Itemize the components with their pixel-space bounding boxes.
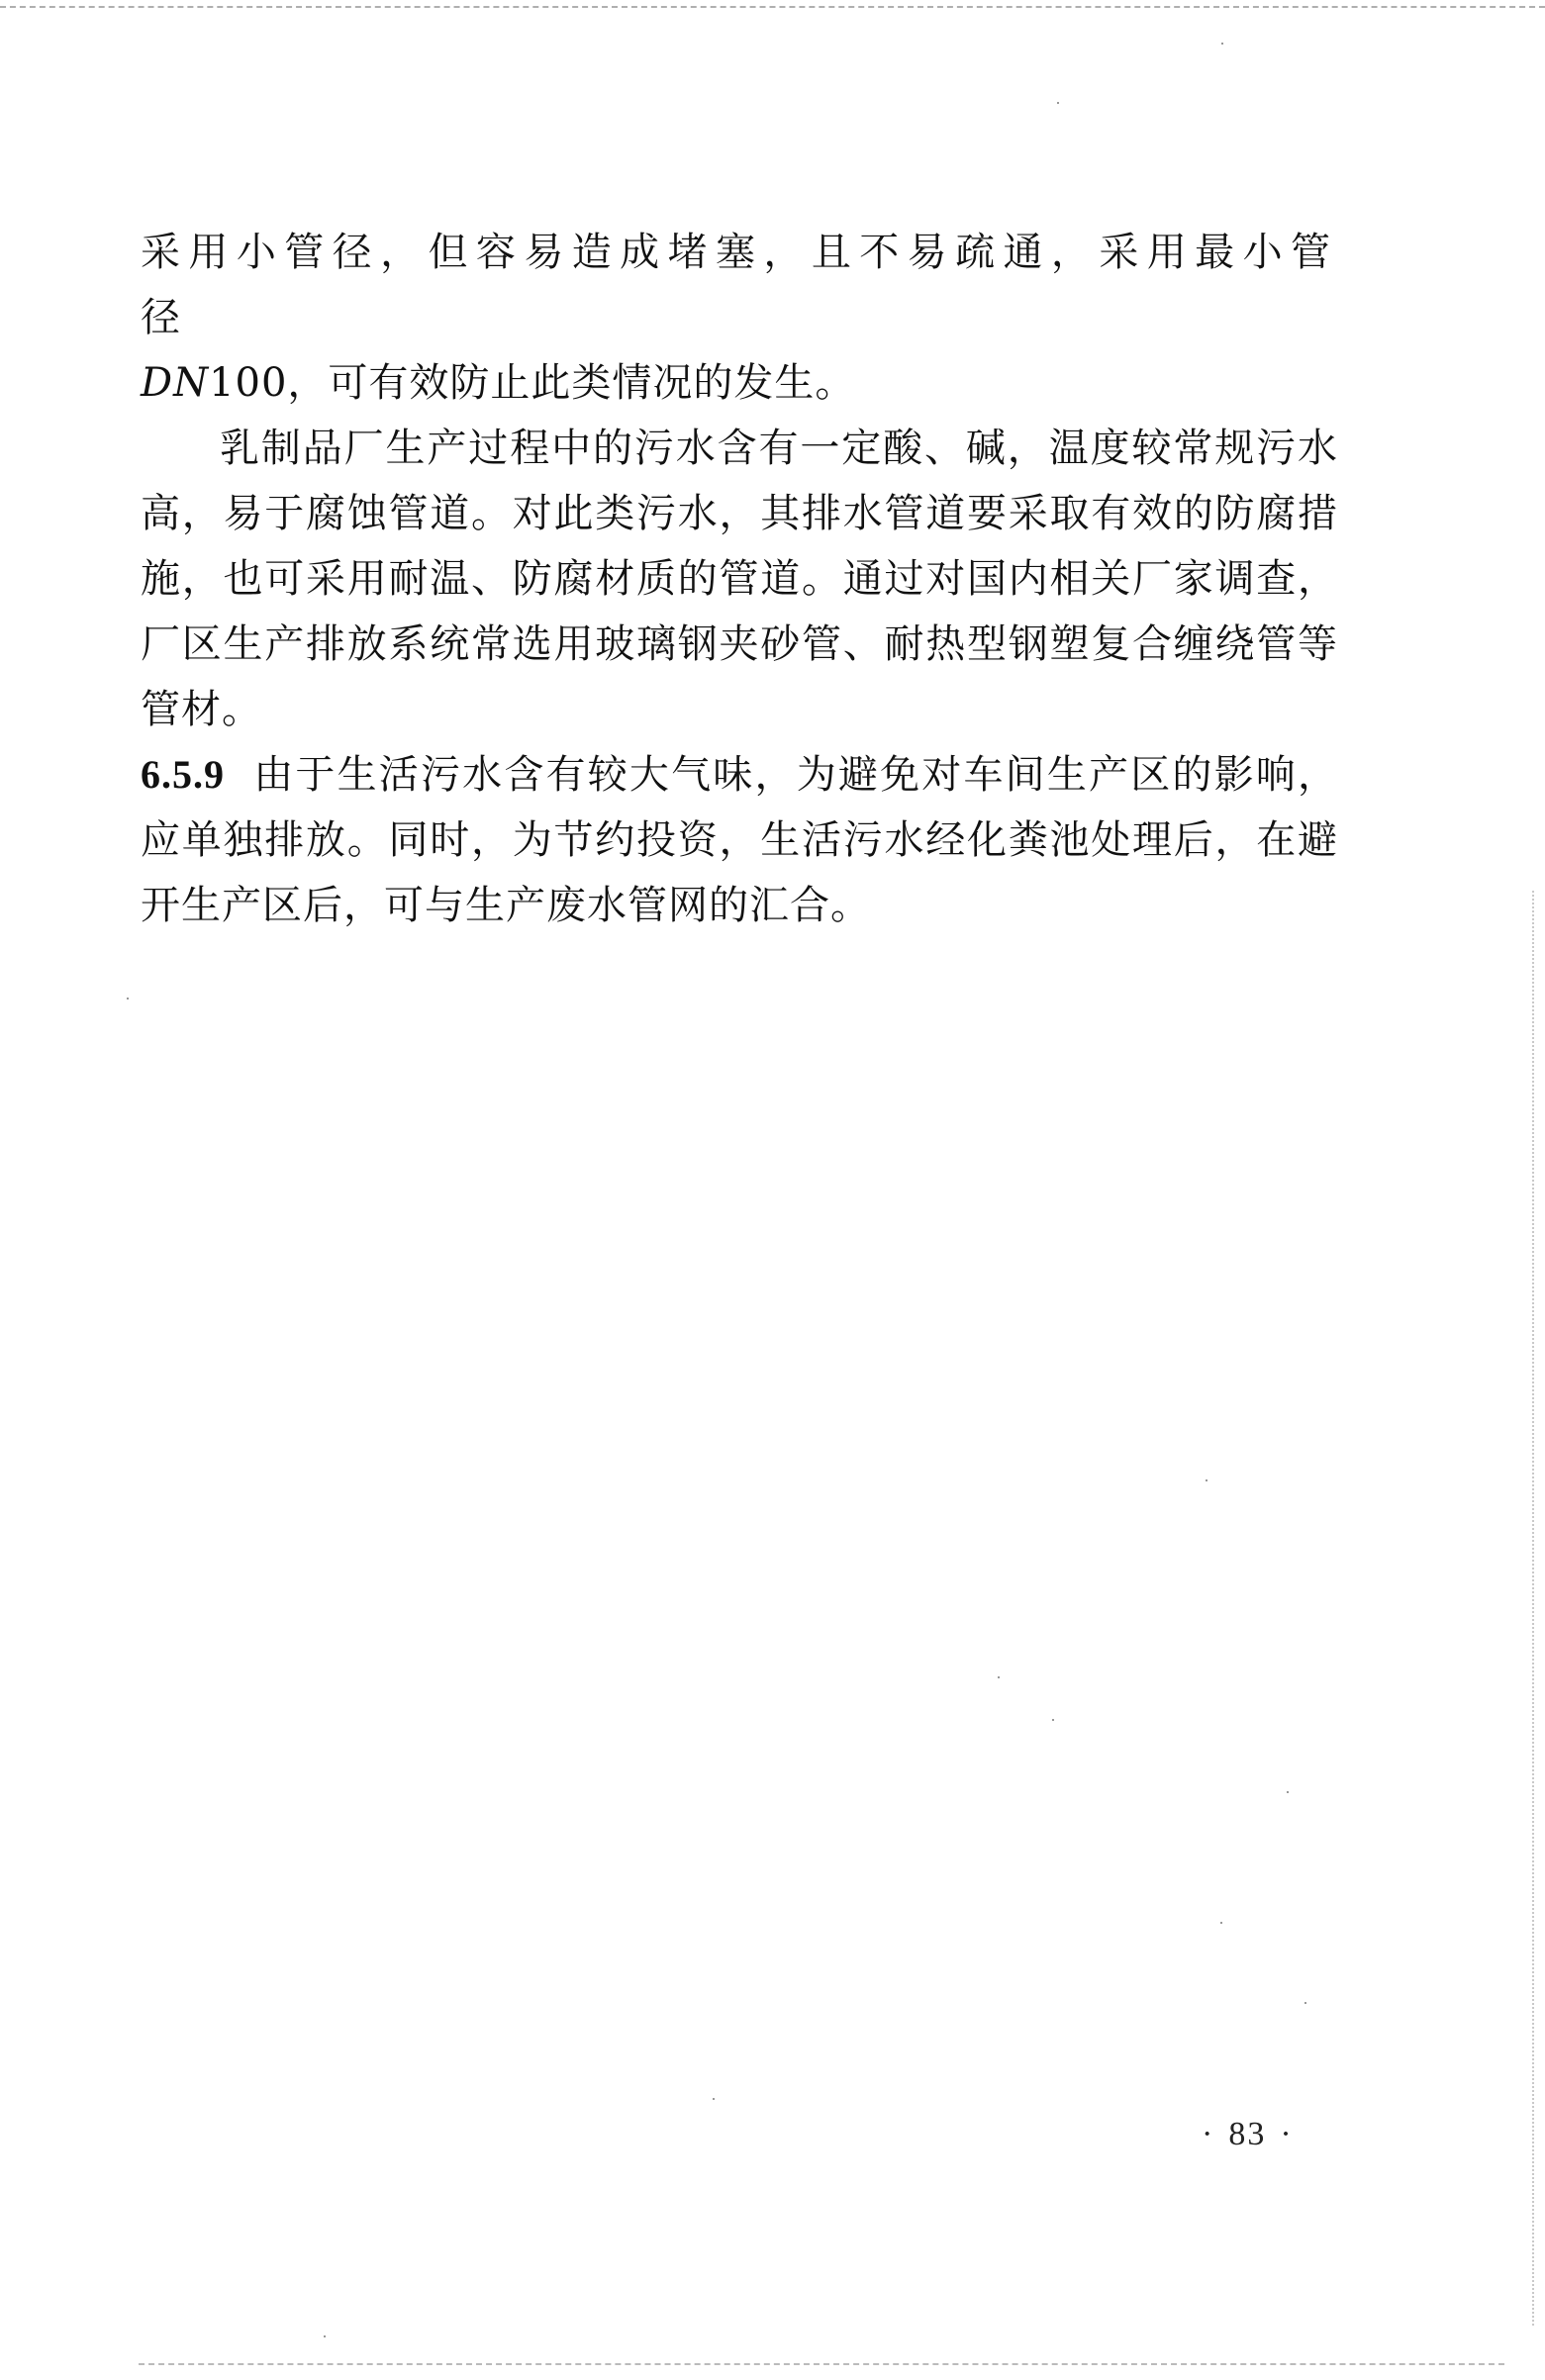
page-number-dot-left: · — [1202, 2116, 1215, 2152]
page-number-dot-right: · — [1280, 2116, 1294, 2152]
pipe-size-label: DN — [141, 360, 210, 406]
paragraph-dairy-wastewater: 乳制品厂生产过程中的污水含有一定酸、碱，温度较常规污水高，易于腐蚀管道。对此类污水，其排水管道要采取有效的防腐措施，也可采用耐温、防腐材质的管道。通过对国内相关厂家调查，厂区生产排放系统常选用玻璃钢夹砂管、耐热型钢塑复合缠绕管等管材。 — [141, 426, 1338, 732]
scan-speck — [1287, 1791, 1289, 1793]
scan-edge-bottom — [139, 2363, 1504, 2365]
clause-6-5-9 — [141, 742, 1338, 938]
paragraph-line: 100，可有效防止此类情况的发生。 — [209, 360, 856, 406]
clause-number: 6.5.9 — [141, 752, 225, 797]
document-body — [141, 220, 1338, 938]
scan-speck — [1052, 1719, 1054, 1721]
scan-speck — [324, 2335, 326, 2337]
scan-speck — [1057, 102, 1059, 104]
scan-speck — [1221, 43, 1223, 45]
clause-text: 由于生活污水含有较大气味，为避免对车间生产区的影响，应单独排放。同时，为节约投资，生活污水经化粪池处理后，在避开生产区后，可与生产废水管网的汇合。 — [141, 752, 1338, 928]
scan-speck — [1220, 1922, 1222, 1924]
scan-speck — [1206, 1479, 1207, 1481]
scan-speck — [998, 1676, 1000, 1678]
scan-speck — [713, 2098, 715, 2100]
scan-speck — [1304, 2002, 1306, 2004]
page-number — [1188, 2116, 1307, 2153]
paragraph-line: 采用小管径，但容易造成堵塞，且不易疏通，采用最小管径 — [141, 230, 1338, 340]
page-number-value: 83 — [1228, 2116, 1267, 2152]
scan-edge-right — [1532, 891, 1534, 2326]
scan-speck — [127, 998, 129, 1000]
scan-edge-top — [0, 6, 1545, 8]
paragraph-pipe-diameter — [141, 220, 1338, 416]
